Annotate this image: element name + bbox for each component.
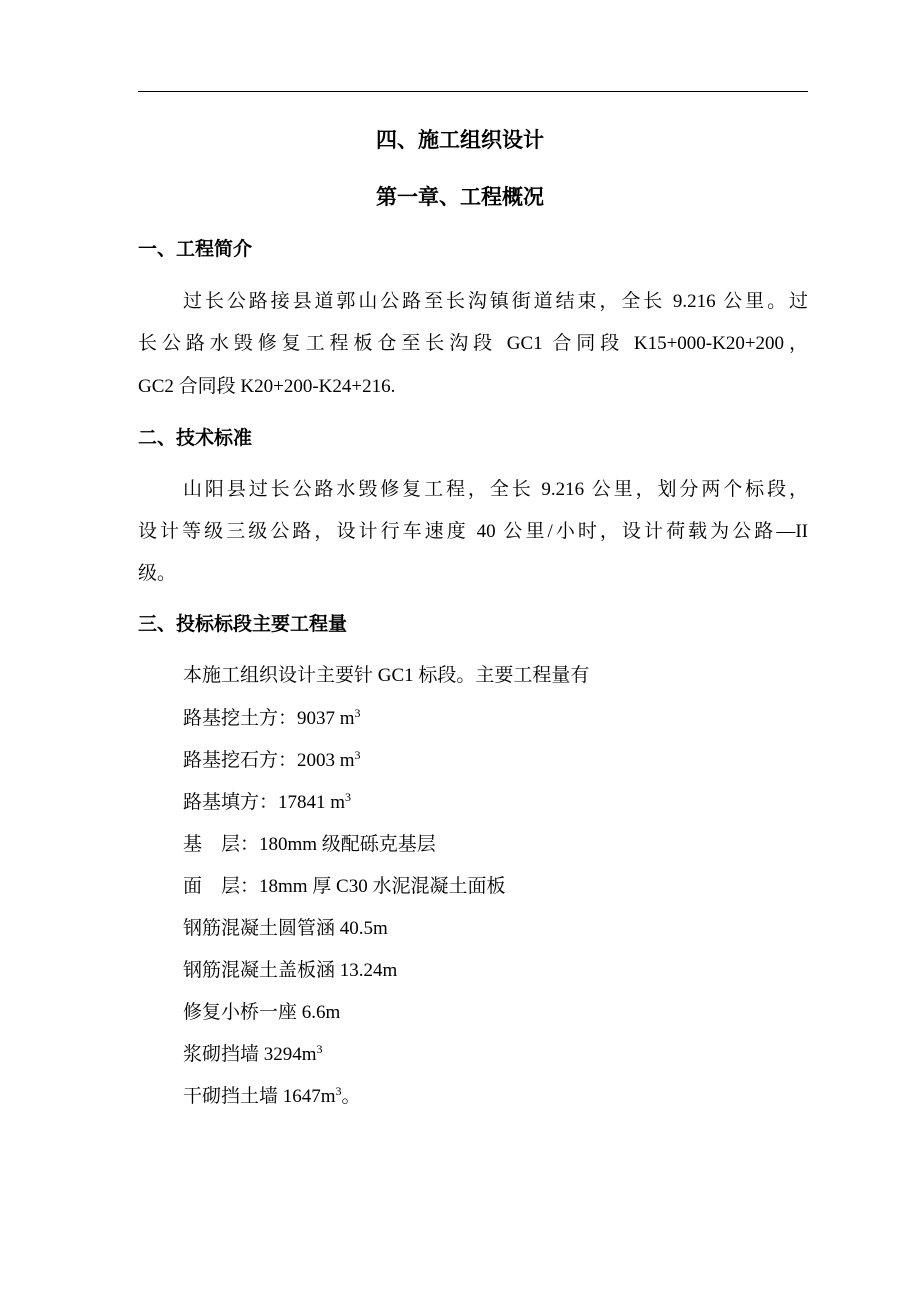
paragraph-text: 过长公路接县道郭山公路至长沟镇街道结束，全长 9.216 公里。过 (183, 291, 808, 312)
quantity-item: 钢筋混凝土盖板涵 13.24m (183, 960, 398, 981)
quantity-item: 修复小桥一座 6.6m (183, 1002, 341, 1023)
paragraph-text: 设计等级三级公路，设计行车速度 40 公里/小时，设计荷载为公路—II (138, 521, 808, 542)
header-rule (138, 91, 808, 92)
quantity-item: 干砌挡土墙 $1647m^3$。 (183, 1084, 361, 1107)
paragraph-line (138, 516, 808, 543)
paragraph-line (138, 474, 808, 501)
quantity-item: 基 层：180mm 级配砾克基层 (183, 834, 436, 855)
quantity-item: 路基挖石方：2003 $m^3$ (183, 748, 361, 771)
document-title: 四、施工组织设计 (376, 128, 544, 152)
chapter-title: 第一章、工程概况 (376, 185, 544, 209)
section-heading-overview: 一、工程简介 (138, 239, 253, 260)
paragraph-line (138, 286, 808, 313)
quantity-item: 浆砌挡墙 $3294m^3$ (183, 1042, 323, 1065)
paragraph-line: 级。 (138, 563, 177, 584)
quantity-item: 路基填方：17841 $m^3$ (183, 790, 352, 813)
section-heading-standards: 二、技术标准 (138, 428, 253, 449)
section-heading-quantities: 三、投标标段主要工程量 (138, 614, 348, 635)
quantity-item: 钢筋混凝土圆管涵 40.5m (183, 918, 388, 939)
paragraph-text: 长公路水毁修复工程板仓至长沟段 GC1 合同段 K15+000-K20+200， (138, 333, 808, 354)
paragraph-text: 山阳县过长公路水毁修复工程，全长 9.216 公里，划分两个标段， (183, 479, 808, 500)
quantity-item: 面 层：18mm 厚 C30 水泥混凝土面板 (183, 876, 506, 897)
quantities-intro: 本施工组织设计主要针 GC1 标段。主要工程量有 (183, 665, 590, 686)
paragraph-line: GC2 合同段 K20+200-K24+216. (138, 376, 396, 397)
paragraph-line (138, 328, 808, 355)
quantity-item: 路基挖土方：9037 $m^3$ (183, 706, 361, 729)
